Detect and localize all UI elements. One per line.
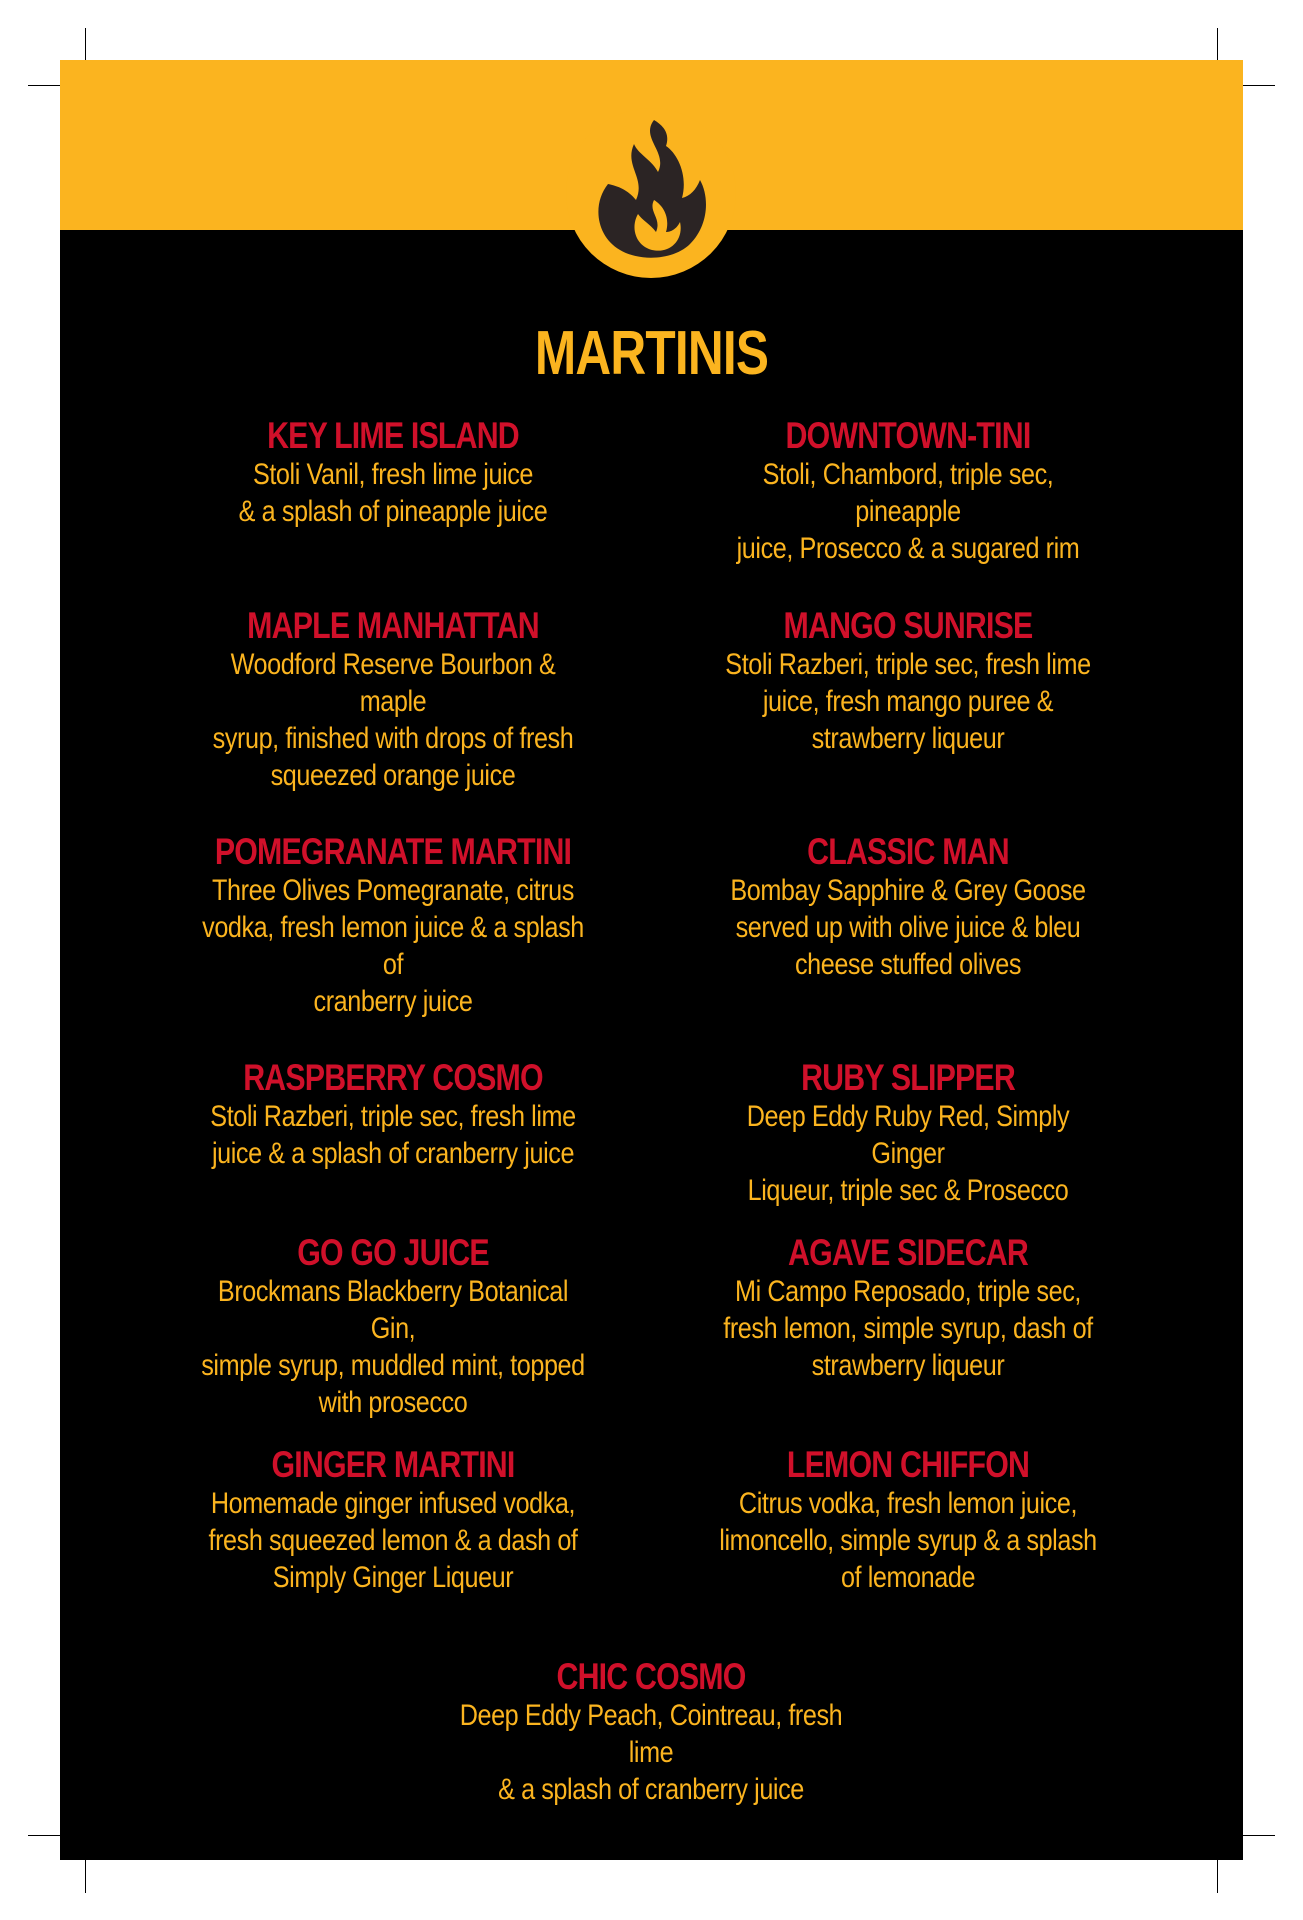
menu-page — [60, 60, 1243, 1860]
menu-item — [158, 832, 628, 1020]
menu-item — [416, 1657, 886, 1808]
item-name: POMEGRANATE MARTINI — [214, 831, 572, 872]
item-description: Deep Eddy Peach, Cointreau, fresh lime & a splash of cranberry juice — [459, 1699, 843, 1806]
item-name: RASPBERRY COSMO — [243, 1057, 543, 1098]
flame-icon — [566, 108, 736, 278]
item-description: Bombay Sapphire & Grey Goose served up with olive juice & bleu cheese stuffed olives — [730, 874, 1086, 981]
item-name: MAPLE MANHATTAN — [247, 605, 539, 646]
item-name: DOWNTOWN-TINI — [785, 415, 1031, 456]
item-description: Deep Eddy Ruby Red, Simply Ginger Liqueur, triple sec & Prosecco — [746, 1100, 1070, 1207]
item-name: LEMON CHIFFON — [786, 1444, 1030, 1485]
menu-item — [673, 832, 1143, 983]
crop-mark — [1217, 1855, 1218, 1893]
item-name: MANGO SUNRISE — [783, 605, 1033, 646]
item-description: Citrus vodka, fresh lemon juice, limoncello, simple syrup & a splash of lemonade — [719, 1487, 1097, 1594]
item-description: Three Olives Pomegranate, citrus vodka, fresh lemon juice & a splash of cranberry juice — [202, 874, 584, 1018]
menu-item — [673, 1445, 1143, 1596]
item-description: Stoli, Chambord, triple sec, pineapple juice, Prosecco & a sugared rim — [736, 458, 1080, 565]
flame-logo — [566, 108, 736, 278]
menu-item — [158, 1445, 628, 1596]
item-name: AGAVE SIDECAR — [788, 1232, 1028, 1273]
item-description: Stoli Razberi, triple sec, fresh lime juice & a splash of cranberry juice — [210, 1100, 576, 1170]
crop-mark — [85, 1855, 86, 1893]
item-name: KEY LIME ISLAND — [267, 415, 519, 456]
item-description: Woodford Reserve Bourbon & maple syrup, finished with drops of fresh squeezed orange juice — [212, 648, 574, 792]
item-name: GO GO JUICE — [297, 1232, 489, 1273]
menu-item — [158, 1058, 628, 1172]
menu-item — [673, 1058, 1143, 1209]
item-name: CHIC COSMO — [556, 1656, 746, 1697]
menu-item — [673, 606, 1143, 757]
item-description: Brockmans Blackberry Botanical Gin, simple syrup, muddled mint, topped with prosecco — [201, 1275, 585, 1419]
item-name: RUBY SLIPPER — [801, 1057, 1015, 1098]
item-description: Mi Campo Reposado, triple sec, fresh lemon, simple syrup, dash of strawberry liqueur — [723, 1275, 1093, 1382]
menu-item — [158, 416, 628, 530]
item-name: GINGER MARTINI — [271, 1444, 515, 1485]
page-title: MARTINIS — [534, 319, 769, 388]
menu-item — [673, 416, 1143, 567]
menu-item — [673, 1233, 1143, 1384]
item-description: Stoli Razberi, triple sec, fresh lime juice, fresh mango puree & strawberry liqueur — [725, 648, 1091, 755]
item-description: Stoli Vanil, fresh lime juice & a splash of pineapple juice — [238, 458, 548, 528]
item-description: Homemade ginger infused vodka, fresh squeezed lemon & a dash of Simply Ginger Liqueur — [208, 1487, 578, 1594]
item-name: CLASSIC MAN — [807, 831, 1009, 872]
menu-item — [158, 1233, 628, 1421]
menu-item — [158, 606, 628, 794]
